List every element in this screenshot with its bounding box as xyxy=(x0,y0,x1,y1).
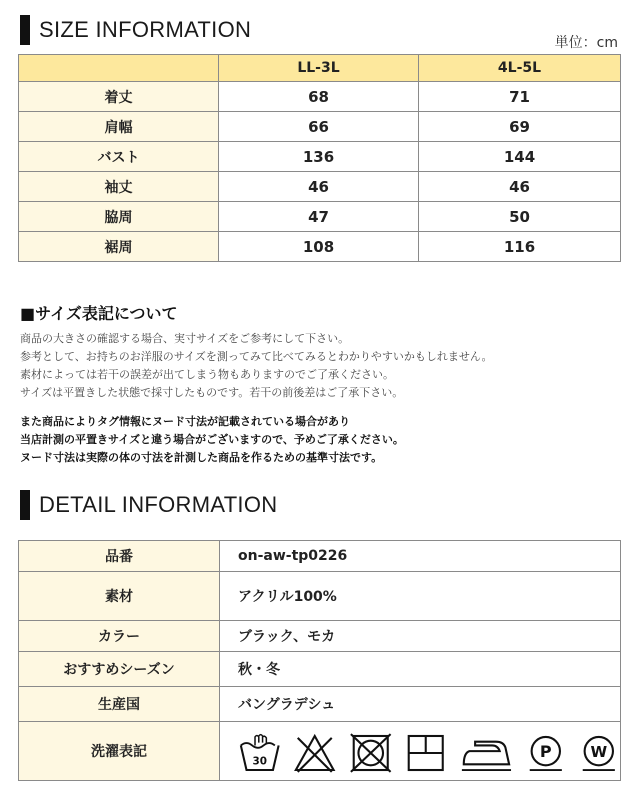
care-symbols xyxy=(220,722,621,781)
size-section-title: SIZE INFORMATION xyxy=(39,17,252,42)
table-row xyxy=(19,172,621,202)
size-value: 108 xyxy=(219,232,419,262)
no-bleach-icon xyxy=(293,731,336,775)
notes-body xyxy=(20,330,493,402)
dry-clean-p-icon xyxy=(525,731,567,775)
size-value: 66 xyxy=(219,112,419,142)
row-label: 袖丈 xyxy=(19,172,219,202)
size-value: 46 xyxy=(419,172,621,202)
note-line: 参考として、お持ちのお洋服のサイズを測ってみて比べてみるとわかりやすいかもしれません。 xyxy=(20,350,493,363)
detail-label: おすすめシーズン xyxy=(19,652,220,687)
notes-bold-body xyxy=(20,413,404,467)
size-value: 136 xyxy=(219,142,419,172)
table-row xyxy=(19,232,621,262)
row-label: 着丈 xyxy=(19,82,219,112)
size-value: 47 xyxy=(219,202,419,232)
size-header-col: LL-3L xyxy=(219,55,419,82)
table-row xyxy=(19,202,621,232)
material-value: アクリル100% xyxy=(220,572,621,621)
dry-clean-letter: P xyxy=(539,741,552,761)
table-row xyxy=(19,112,621,142)
note-line: サイズは平置きした状態で採寸したものです。若干の前後差はご了承下さい。 xyxy=(20,386,404,399)
detail-label: 品番 xyxy=(19,541,220,572)
size-section-header xyxy=(20,15,251,45)
wet-clean-letter: W xyxy=(590,742,608,761)
unit-label: 単位：cm xyxy=(554,35,618,51)
detail-section-title: DETAIL INFORMATION xyxy=(39,492,278,517)
origin-value: バングラデシュ xyxy=(220,687,621,722)
note-bold-line: 当店計測の平置きサイズと違う場合がございますので、予めご了承ください。 xyxy=(20,433,404,446)
size-value: 69 xyxy=(419,112,621,142)
color-value: ブラック、モカ xyxy=(220,621,621,652)
wet-clean-w-icon xyxy=(578,731,620,775)
size-value: 144 xyxy=(419,142,621,172)
product-code: on-aw-tp0226 xyxy=(220,541,621,572)
detail-label: 生産国 xyxy=(19,687,220,722)
table-row xyxy=(19,722,621,781)
line-dry-shade-icon xyxy=(404,731,447,775)
size-value: 71 xyxy=(419,82,621,112)
note-line: 商品の大きさの確認する場合、実寸サイズをご参考にして下さい。 xyxy=(20,332,350,345)
hand-wash-30-icon xyxy=(238,731,281,775)
section-marker xyxy=(20,15,30,45)
row-label: バスト xyxy=(19,142,219,172)
note-line: 素材によっては若干の誤差が出てしまう物もありますのでご了承ください。 xyxy=(20,368,394,381)
table-row xyxy=(19,652,621,687)
detail-table xyxy=(18,540,621,781)
size-table xyxy=(18,54,621,262)
row-label: 肩幅 xyxy=(19,112,219,142)
row-label: 裾周 xyxy=(19,232,219,262)
table-row xyxy=(19,687,621,722)
detail-label: 洗濯表記 xyxy=(19,722,220,781)
size-header-col: 4L-5L xyxy=(419,55,621,82)
row-label: 脇周 xyxy=(19,202,219,232)
section-marker xyxy=(20,490,30,520)
season-value: 秋・冬 xyxy=(220,652,621,687)
size-table-header xyxy=(19,55,621,82)
no-tumble-dry-icon xyxy=(349,731,392,775)
size-value: 68 xyxy=(219,82,419,112)
table-row xyxy=(19,541,621,572)
notes-title: ■サイズ表記について xyxy=(20,304,178,323)
table-row xyxy=(19,621,621,652)
hand-wash-temp: 30 xyxy=(252,755,267,768)
size-header-blank xyxy=(19,55,219,82)
table-row xyxy=(19,82,621,112)
size-value: 50 xyxy=(419,202,621,232)
note-bold-line: また商品によりタグ情報にヌード寸法が記載されている場合があり xyxy=(20,415,350,428)
note-bold-line: ヌード寸法は実際の体の寸法を計測した商品を作るための基準寸法です。 xyxy=(20,451,383,464)
table-row xyxy=(19,142,621,172)
iron-low-icon xyxy=(460,731,513,775)
detail-label: 素材 xyxy=(19,572,220,621)
size-value: 46 xyxy=(219,172,419,202)
detail-label: カラー xyxy=(19,621,220,652)
table-row xyxy=(19,572,621,621)
size-value: 116 xyxy=(419,232,621,262)
detail-section-header xyxy=(20,490,277,520)
